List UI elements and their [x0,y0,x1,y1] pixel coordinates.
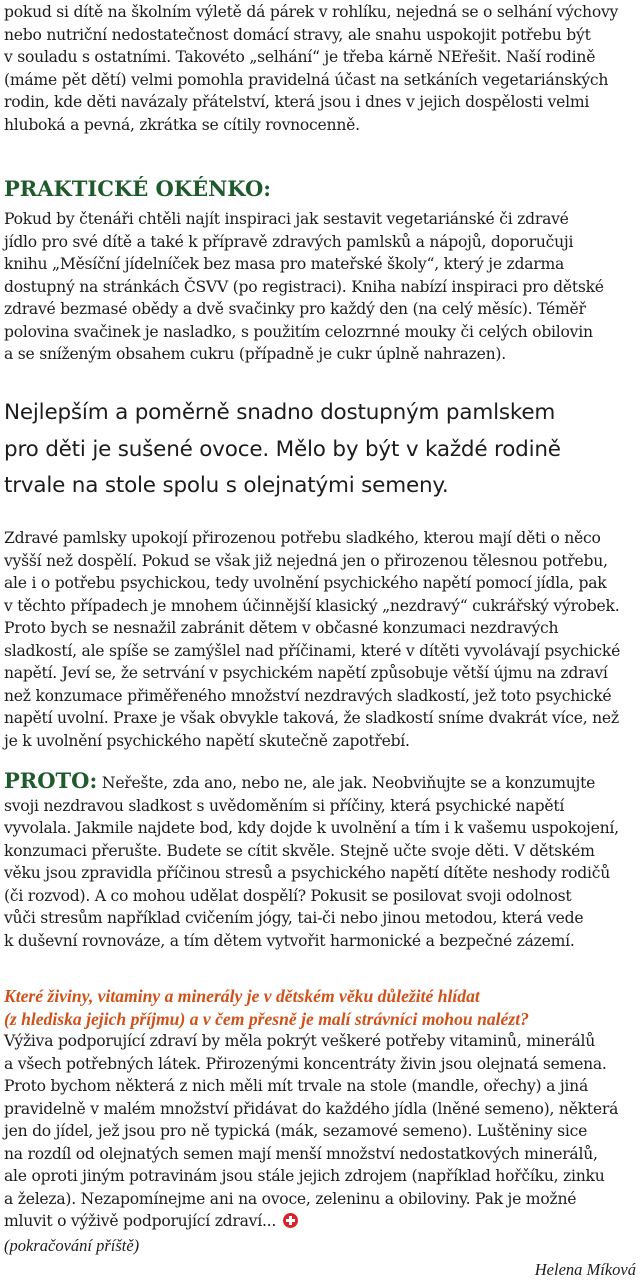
answer-line: a železa). Nezapomínejme ani na ovoce, zeleninu a obiloviny. Pak je možné [4,1189,577,1208]
proto-line: k duševní rovnováze, a tím dětem vytvořit harmonické a bezpečné zázemí. [4,931,575,950]
answer-last-text: mluvit o výživě podporující zdraví... [4,1212,277,1230]
intro-line: rodin, kde děti navázaly přátelství, která jsou i dnes v jejich dospělosti velmi [4,93,590,111]
answer-paragraph [4,1030,618,1233]
question-line: Které živiny, vitaminy a minerály je v dětském věku důležité hlídat [4,986,480,1006]
answer-line: jen do jídel, jež jsou pro ně typická (mák, sezamové semeno). Luštěniny sice [4,1122,588,1140]
pull-quote [4,395,561,505]
proto-first-text: Neřešte, zda ano, nebo ne, ale jak. Neobviňujte se a konzumujte [97,774,596,792]
sweets-line: ale i o potřebu psychickou, tedy uvolnění psychického napětí pomocí jídla, pak [4,574,607,592]
tip-line: Pokud by čtenáři chtěli najít inspiraci jak sestavit vegetariánské či zdravé [4,210,569,228]
continued-note: (pokračování příště) [4,1236,140,1255]
sweets-line: napětí uvolní. Praxe je však obvykle taková, že sladkostí sníme dvakrát více, než [4,709,619,727]
proto-line: vůči stresům například cvičením jógy, tai-či nebo jinou metodou, která vede [4,909,584,927]
sweets-line: Proto bych se nesnažil zabránit dětem v občasné konzumaci nezdravých [4,619,559,637]
answer-line: na rozdíl od olejnatých semen mají menší množství nedostatkových minerálů, [4,1144,598,1163]
sweets-line: vyšší než dospělí. Pokud se však již nejedná jen o přirozenou tělesnou potřebu, [4,551,608,570]
sweets-line: je k uvolnění psychického napětí skutečně zapotřebí. [4,731,410,750]
intro-line: (máme pět dětí) velmi pomohla pravidelná účast na setkáních vegetariánských [4,70,609,89]
proto-paragraph [4,770,619,952]
sweets-line: napětí. Jeví se, že setrvání v psychickém napětí způsobuje větší újmu na zdraví [4,664,608,682]
red-cross-end-mark-icon [283,1213,298,1228]
proto-line: vyvolala. Jakmile najdete bod, kdy dojde k uvolnění a tím i k vašemu uspokojení, [4,819,619,837]
answer-last-line [4,1210,618,1233]
pull-quote-line: Nejlepším a poměrně snadno dostupným pamlskem [4,400,556,425]
pull-quote-line: pro děti je sušené ovoce. Mělo by být v každé rodině [4,436,561,462]
sweets-paragraph [4,527,620,752]
answer-line: pravidelně v malém množství přidávat do každého jídla (lněné semeno), některá [4,1099,619,1118]
tip-line: a se sníženým obsahem cukru (případně je cukr úplně nahrazen). [4,345,506,363]
intro-line: nebo nutriční nedostatečnost domácí stravy, ale snahu uspokojit potřebu být [4,25,591,44]
answer-line: a všech potřebných látek. Přirozenými koncentráty živin jsou olejnatá semena. [4,1054,607,1073]
tip-paragraph [4,208,604,366]
answer-line: Výživa podporující zdraví by měla pokrýt veškeré potřeby vitaminů, minerálů [4,1032,596,1050]
question-heading [4,985,529,1030]
sweets-line: v těchto případech je mnohem účinnější klasický „nezdravý“ cukrářský výrobek. [4,596,620,615]
tip-line: dostupný na stránkách ČSVV (po registraci). Kniha nabízí inspiraci pro dětské [4,277,604,296]
intro-paragraph [4,1,618,136]
tip-line: jídlo pro své dítě a také k přípravě zdravých pamlsků a nápojů, doporučuji [4,232,574,251]
tip-heading: PRAKTICKÉ OKÉNKO: [4,176,272,201]
sweets-line: než konzumace přiměřeného množství nezdravých sladkostí, jež toto psychické [4,686,612,705]
author-signature: Helena Míková [534,1260,636,1279]
intro-line: v souladu s ostatními. Takovéto „selhání“ je třeba kárně NEřešit. Naší rodině [4,48,596,66]
answer-line: Proto bychom některá z nich měli mít trvale na stole (mandle, ořechy) a jiná [4,1077,589,1095]
question-line: (z hlediska jejich příjmu) a v čem přesně je malí strávníci mohou nalézt? [4,1008,529,1029]
proto-line: konzumaci přerušte. Budete se cítit skvěle. Stejně učte svoje děti. V dětském [4,841,595,860]
tip-line: zdravé bezmasé obědy a dvě svačinky pro každý den (na celý měsíc). Téměř [4,300,586,318]
proto-line: (či rozvod). A co mohou udělat dospělí? Pokusit se posilovat svoji odolnost [4,886,572,905]
sweets-line: Zdravé pamlsky upokojí přirozenou potřebu sladkého, kterou mají děti o něco [4,529,601,547]
tip-line: polovina svačinek je nasladko, s použitím celozrnné mouky či celých obilovin [4,322,593,341]
intro-line: hluboká a pevná, zkrátka se cítily rovnocenně. [4,115,360,134]
proto-line: věku jsou zpravidla příčinou stresů a psychického napětí dítěte neshody rodičů [4,864,611,882]
proto-line: svoji nezdravou sladkost s uvědoměním si příčiny, která psychické napětí [4,796,565,815]
answer-line: ale oproti jiným potravinám jsou stále jejich zdrojem (například hořčíku, zinku [4,1167,605,1185]
sweets-line: sladkostí, ale spíše se zamýšlel nad příčinami, které v dítěti vyvolávají psychické [4,641,621,660]
tip-line: knihu „Měsíční jídelníček bez masa pro mateřské školy“, který je zdarma [4,255,565,273]
proto-first-line [4,770,619,795]
pull-quote-line: trvale na stole spolu s olejnatými semeny. [4,473,449,498]
intro-line: pokud si dítě na školním výletě dá párek v rohlíku, nejedná se o selhání výchovy [4,3,619,21]
proto-label: PROTO: [4,768,98,793]
